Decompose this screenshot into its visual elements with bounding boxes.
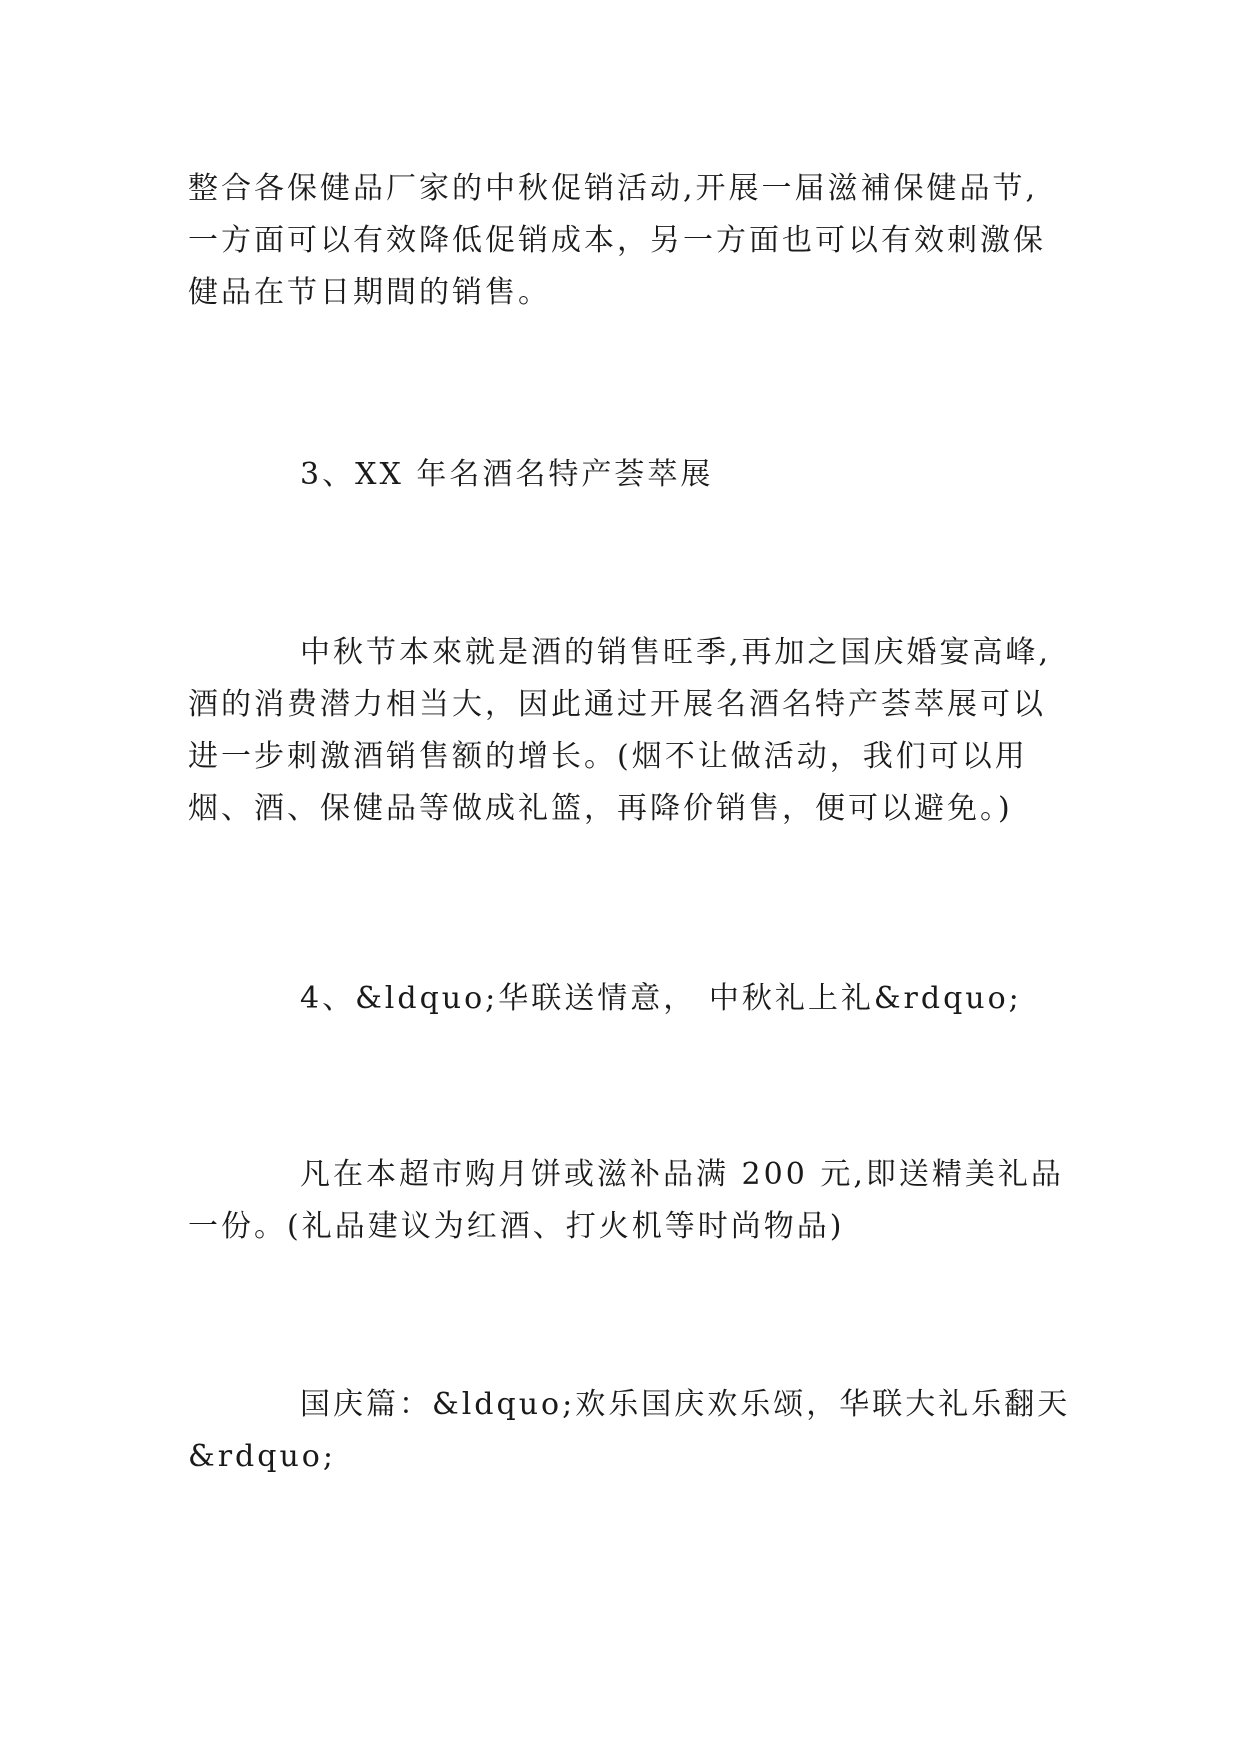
text-line: 国庆篇：&ldquo;欢乐国庆欢乐颂，华联大礼乐翻天 bbox=[300, 1387, 1071, 1422]
text-line: 3、XX 年名酒名特产荟萃展 bbox=[300, 457, 714, 492]
heading-national-day bbox=[188, 1379, 1088, 1483]
text-line: 烟、酒、保健品等做成礼篮，再降价销售，便可以避免。) bbox=[188, 791, 1013, 826]
paragraph-health-festival bbox=[188, 163, 1088, 319]
heading-wine-expo bbox=[188, 449, 1088, 501]
text-line: 酒的消费潜力相当大，因此通过开展名酒名特产荟萃展可以 bbox=[188, 687, 1046, 722]
text-line: 一份。(礼品建议为红酒、打火机等时尚物品) bbox=[188, 1209, 845, 1244]
text-line: 一方面可以有效降低促销成本，另一方面也可以有效刺激保 bbox=[188, 223, 1046, 258]
paragraph-wine-sales bbox=[188, 627, 1088, 835]
text-line: 整合各保健品厂家的中秋促销活动,开展一届滋補保健品节, bbox=[188, 171, 1039, 206]
text-line: 中秋节本來就是酒的销售旺季,再加之国庆婚宴高峰, bbox=[300, 635, 1052, 670]
text-line: &rdquo; bbox=[188, 1439, 336, 1474]
paragraph-gift-offer bbox=[188, 1149, 1088, 1253]
text-line: 健品在节日期間的销售。 bbox=[188, 275, 551, 310]
text-line: 进一步刺激酒销售额的增长。(烟不让做活动，我们可以用 bbox=[188, 739, 1028, 774]
text-line: 凡在本超市购月饼或滋补品满 200 元,即送精美礼品 bbox=[300, 1157, 1064, 1192]
text-line: 4、&ldquo;华联送情意， 中秋礼上礼&rdquo; bbox=[300, 981, 1022, 1016]
heading-gift-promotion bbox=[188, 973, 1088, 1025]
